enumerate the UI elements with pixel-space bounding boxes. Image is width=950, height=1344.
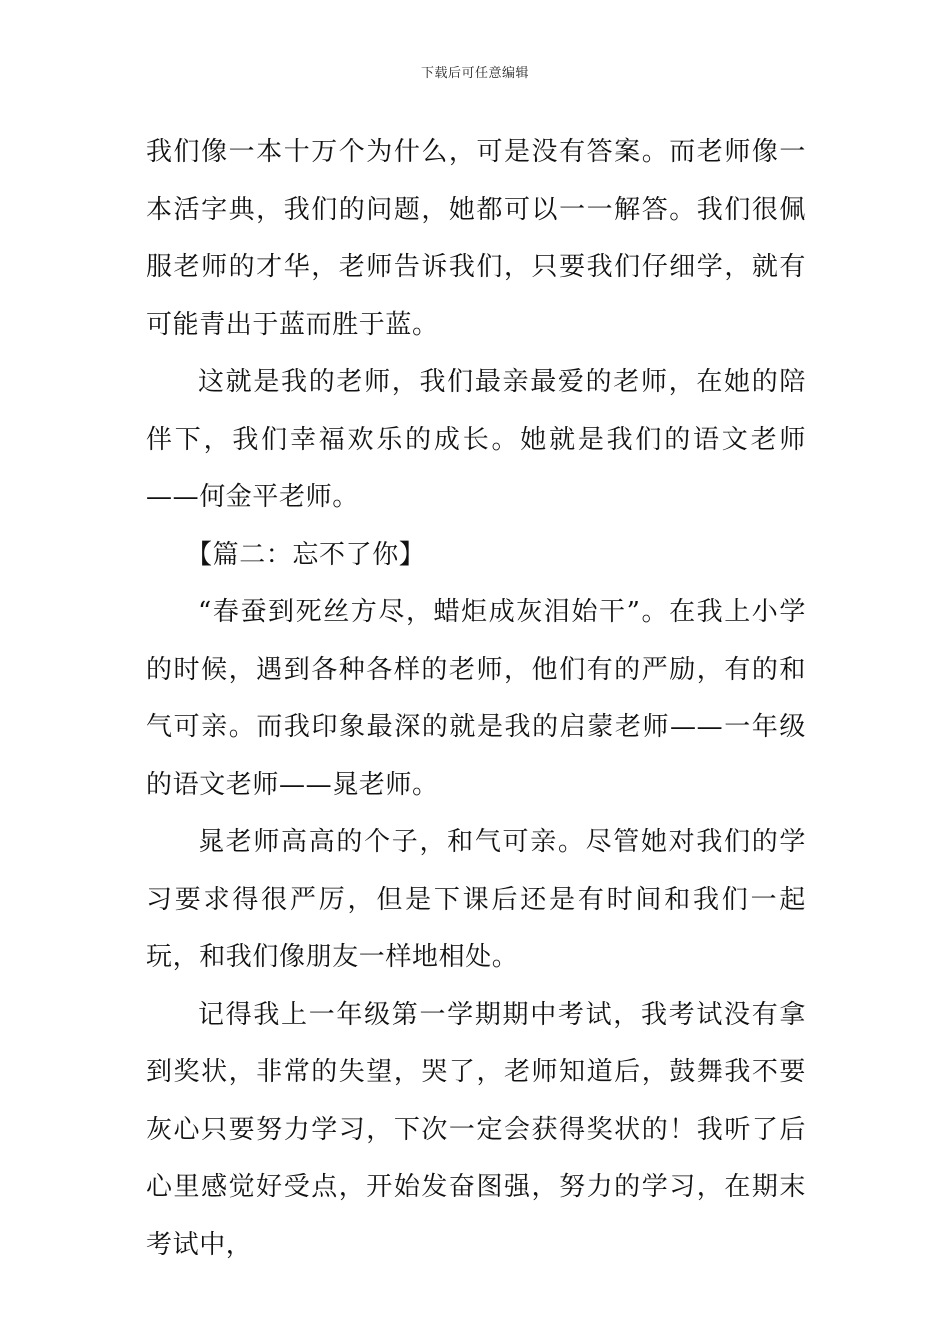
section-heading: 【篇二：忘不了你】 (186, 539, 426, 570)
paragraph-memory: 记得我上一年级第一学期期中考试，我考试没有拿到奖状，非常的失望，哭了，老师知道后，鼓舞我不要灰心只要努力学习，下次一定会获得奖状的！我听了后心里感觉好受点，开始发奋图强，努力的学习，在期末考试中， (146, 999, 806, 1260)
paragraph-teacher-summary: 这就是我的老师，我们最亲最爱的老师，在她的陪伴下，我们幸福欢乐的成长。她就是我们的语文老师——何金平老师。 (146, 367, 806, 512)
page-header-note: 下载后可任意编辑 (420, 66, 529, 81)
paragraph-continued: 我们像一本十万个为什么，可是没有答案。而老师像一本活字典，我们的问题，她都可以一一解答。我们很佩服老师的才华，老师告诉我们，只要我们仔细学，就有可能青出于蓝而胜于蓝。 (146, 137, 806, 340)
paragraph-intro: “春蚕到死丝方尽，蜡炬成灰泪始干”。在我上小学的时候，遇到各种各样的老师，他们有的严励，有的和气可亲。而我印象最深的就是我的启蒙老师——一年级的语文老师——晁老师。 (146, 597, 806, 800)
paragraph-description: 晁老师高高的个子，和气可亲。尽管她对我们的学习要求得很严厉，但是下课后还是有时间和我们一起玩，和我们像朋友一样地相处。 (146, 827, 806, 972)
document-body (146, 124, 806, 1274)
